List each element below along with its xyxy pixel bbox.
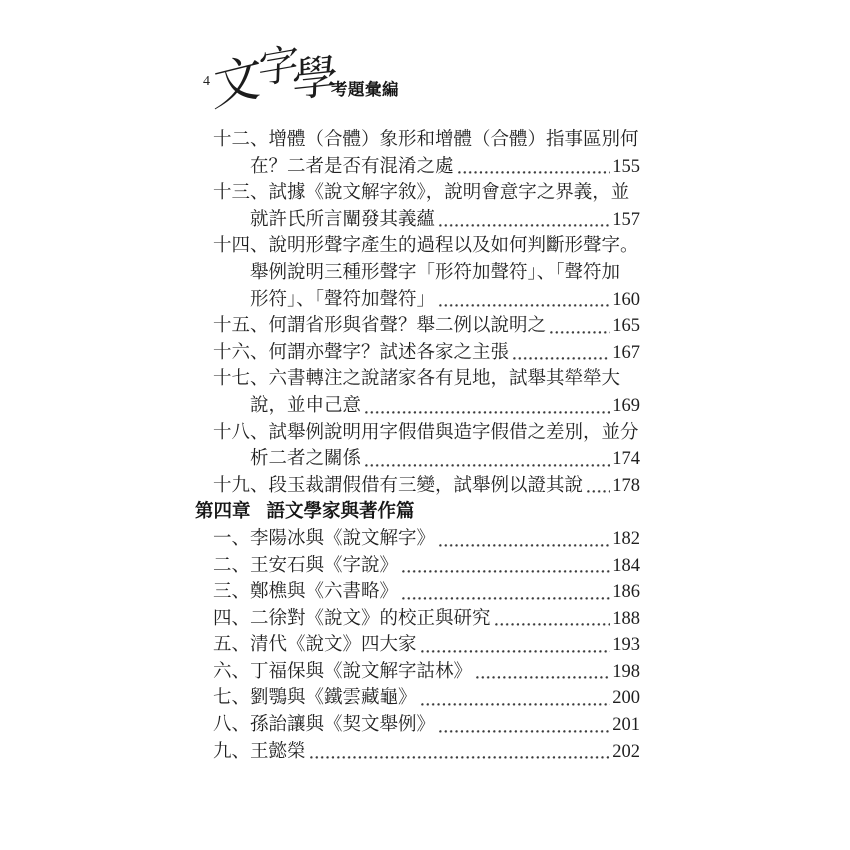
entry-number: 十八、 bbox=[213, 422, 269, 443]
book-title-calligraphy-char: 學 bbox=[291, 48, 339, 108]
entry-page-ref: 202 bbox=[612, 741, 640, 762]
entry-number: 十六、 bbox=[213, 342, 269, 363]
entry-text: 增體（合體）象形和增體（合體）指事區別何 bbox=[268, 130, 639, 150]
toc-entry-line bbox=[195, 287, 640, 314]
entry-page-ref: 155 bbox=[612, 156, 640, 177]
entry-page-ref: 165 bbox=[612, 316, 640, 337]
entry-text: 就許氏所言闡發其義蘊 bbox=[250, 209, 436, 230]
entry-text: 說明形聲字產生的過程以及如何判斷形聲字。 bbox=[268, 236, 639, 257]
entry-page-ref: 160 bbox=[612, 289, 640, 310]
entry-number: 三、 bbox=[213, 582, 251, 603]
toc-entry-line bbox=[195, 446, 640, 473]
toc-entry-line bbox=[195, 420, 640, 447]
entry-number: 十五、 bbox=[213, 316, 269, 337]
entry-text: 何謂亦聲字？試述各家之主張 bbox=[268, 342, 510, 363]
entry-page-ref: 186 bbox=[612, 582, 640, 603]
entry-number: 四、 bbox=[213, 608, 251, 629]
toc-chapter-heading bbox=[195, 499, 640, 526]
entry-page-ref: 169 bbox=[612, 395, 640, 416]
entry-number: 五、 bbox=[213, 635, 251, 656]
dot-leader bbox=[439, 224, 610, 227]
toc-entry-line bbox=[195, 207, 640, 234]
toc-entry-line bbox=[195, 659, 640, 686]
dot-leader bbox=[402, 570, 610, 573]
toc-entry-line bbox=[195, 685, 640, 712]
entry-number: 六、 bbox=[213, 661, 251, 682]
entry-text: 王安石與《字說》 bbox=[250, 555, 399, 576]
toc-entry-line bbox=[195, 233, 640, 260]
entry-page-ref: 188 bbox=[612, 608, 640, 629]
book-title-calligraphy-char: 字 bbox=[257, 37, 300, 95]
entry-page-ref: 178 bbox=[612, 475, 640, 496]
entry-page-ref: 182 bbox=[612, 528, 640, 549]
chapter-label: 第四章 bbox=[195, 502, 251, 523]
entry-text: 說，並申己意 bbox=[250, 395, 362, 416]
toc-entry-line bbox=[195, 154, 640, 181]
toc-entry-line bbox=[195, 526, 640, 553]
entry-number: 二、 bbox=[213, 555, 251, 576]
entry-text: 孫詒讓與《契文舉例》 bbox=[250, 715, 436, 736]
entry-text: 舉例說明三種形聲字「形符加聲符」、「聲符加 bbox=[250, 262, 621, 283]
folio-page-number: 4 bbox=[203, 74, 210, 89]
dot-leader bbox=[310, 756, 611, 759]
entry-page-ref: 201 bbox=[612, 715, 640, 736]
entry-page-ref: 157 bbox=[612, 209, 640, 230]
dot-leader bbox=[365, 464, 610, 467]
toc-entry-line bbox=[195, 739, 640, 766]
dot-leader bbox=[402, 597, 610, 600]
entry-text: 析二者之關係 bbox=[250, 449, 362, 470]
dot-leader bbox=[476, 676, 610, 679]
entry-number: 十四、 bbox=[213, 236, 269, 257]
entry-number: 十三、 bbox=[213, 183, 269, 204]
entry-text: 清代《說文》四大家 bbox=[250, 635, 417, 656]
dot-leader bbox=[439, 730, 610, 733]
entry-page-ref: 200 bbox=[612, 688, 640, 709]
entry-text: 丁福保與《說文解字詁林》 bbox=[250, 661, 473, 682]
dot-leader bbox=[439, 304, 610, 307]
entry-number: 十二、 bbox=[213, 130, 269, 150]
entry-text: 何謂省形與省聲？舉二例以說明之 bbox=[268, 316, 547, 337]
dot-leader bbox=[550, 331, 610, 334]
entry-number: 九、 bbox=[213, 741, 251, 762]
table-of-contents bbox=[195, 127, 640, 765]
toc-entry-line bbox=[195, 553, 640, 580]
toc-entry-line bbox=[195, 340, 640, 367]
book-title-calligraphy-char: 文 bbox=[212, 46, 262, 119]
entry-number: 一、 bbox=[213, 528, 251, 549]
entry-text: 在？二者是否有混淆之處 bbox=[250, 156, 454, 177]
dot-leader bbox=[421, 703, 611, 706]
entry-text: 二徐對《說文》的校正與研究 bbox=[250, 608, 491, 629]
toc-entry-line bbox=[195, 473, 640, 500]
entry-page-ref: 174 bbox=[612, 449, 640, 470]
entry-text: 形符」、「聲符加聲符」 bbox=[250, 289, 436, 310]
entry-text: 段玉裁謂假借有三變，試舉例以證其說 bbox=[268, 475, 584, 496]
toc-entry-line bbox=[195, 180, 640, 207]
dot-leader bbox=[439, 544, 610, 547]
toc-entry-line bbox=[195, 632, 640, 659]
entry-number: 十九、 bbox=[213, 475, 269, 496]
entry-text: 試舉例說明用字假借與造字假借之差別，並分 bbox=[268, 422, 639, 443]
toc-entry-line bbox=[195, 127, 640, 154]
entry-page-ref: 167 bbox=[612, 342, 640, 363]
dot-leader bbox=[587, 490, 610, 493]
dot-leader bbox=[421, 650, 611, 653]
entry-text: 李陽冰與《說文解字》 bbox=[250, 528, 436, 549]
toc-entry-line bbox=[195, 712, 640, 739]
book-title-suffix: 考題彙編 bbox=[331, 80, 399, 99]
toc-entry-line bbox=[195, 260, 640, 287]
toc-entry-line bbox=[195, 393, 640, 420]
toc-entry-line bbox=[195, 313, 640, 340]
chapter-title: 語文學家與著作篇 bbox=[266, 502, 415, 523]
entry-text: 王懿榮 bbox=[250, 741, 306, 762]
entry-number: 八、 bbox=[213, 715, 251, 736]
toc-entry-line bbox=[195, 606, 640, 633]
dot-leader bbox=[365, 411, 610, 414]
entry-text: 鄭樵與《六書略》 bbox=[250, 582, 399, 603]
toc-entry-line bbox=[195, 366, 640, 393]
dot-leader bbox=[495, 623, 611, 626]
entry-page-ref: 193 bbox=[612, 635, 640, 656]
entry-page-ref: 198 bbox=[612, 661, 640, 682]
entry-text: 試據《說文解字敘》，說明會意字之界義，並 bbox=[268, 183, 630, 204]
toc-entry-line bbox=[195, 579, 640, 606]
entry-text: 六書轉注之說諸家各有見地，試舉其犖犖大 bbox=[268, 369, 621, 390]
dot-leader bbox=[513, 357, 610, 360]
entry-text: 劉鶚與《鐵雲藏龜》 bbox=[250, 688, 417, 709]
entry-page-ref: 184 bbox=[612, 555, 640, 576]
entry-number: 十七、 bbox=[213, 369, 269, 390]
entry-number: 七、 bbox=[213, 688, 251, 709]
dot-leader bbox=[458, 171, 611, 174]
